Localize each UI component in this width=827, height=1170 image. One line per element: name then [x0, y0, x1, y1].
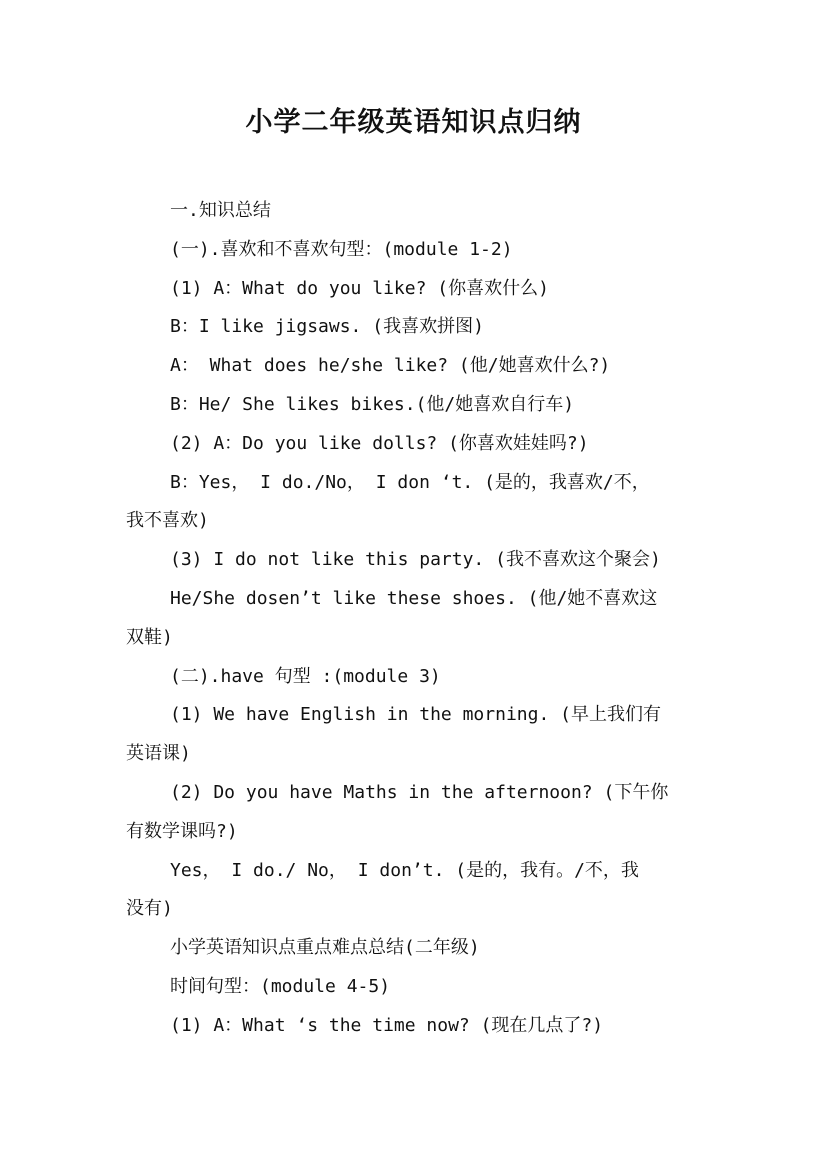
text-line: (1) We have English in the morning. (早上我们有 [170, 704, 661, 726]
subsection-heading: (二).have 句型 :(module 3) [170, 665, 441, 687]
document-title: 小学二年级英语知识点归纳 [245, 107, 582, 138]
text-line-continuation: 有数学课吗?) [126, 820, 238, 842]
subsection-heading: 时间句型：(module 4-5) [170, 975, 391, 997]
text-line: A： What does he/she like? (他/她喜欢什么?) [170, 355, 611, 377]
text-line-continuation: 我不喜欢) [126, 510, 209, 532]
text-line: (1) A：What ‘s the time now? (现在几点了?) [170, 1014, 604, 1036]
text-line: He/She dosen’t like these shoes. (他/她不喜欢这 [170, 587, 658, 609]
text-line: B：Yes， I do./No， I don ‘t. (是的，我喜欢/不， [170, 471, 650, 493]
text-line-continuation: 英语课) [126, 743, 191, 765]
text-line: B：I like jigsaws. (我喜欢拼图) [170, 316, 484, 338]
text-line-continuation: 没有) [126, 898, 173, 920]
subsection-heading: (一).喜欢和不喜欢句型：(module 1-2) [170, 238, 513, 260]
section-heading: 一.知识总结 [170, 200, 271, 221]
document-body [126, 192, 716, 1046]
text-line: (2) Do you have Maths in the afternoon? (下午你 [170, 781, 669, 803]
section-heading: 小学英语知识点重点难点总结(二年级) [170, 937, 480, 959]
text-line: B：He/ She likes bikes.(他/她喜欢自行车) [170, 393, 575, 415]
text-line-continuation: 双鞋) [126, 626, 173, 648]
text-line: (2) A：Do you like dolls? (你喜欢娃娃吗?) [170, 432, 589, 454]
text-line: (3) I do not like this party. (我不喜欢这个聚会) [170, 549, 661, 571]
text-line: (1) A：What do you like? (你喜欢什么) [170, 277, 549, 299]
text-line: Yes， I do./ No， I don’t. (是的，我有。/不，我 [170, 859, 639, 881]
